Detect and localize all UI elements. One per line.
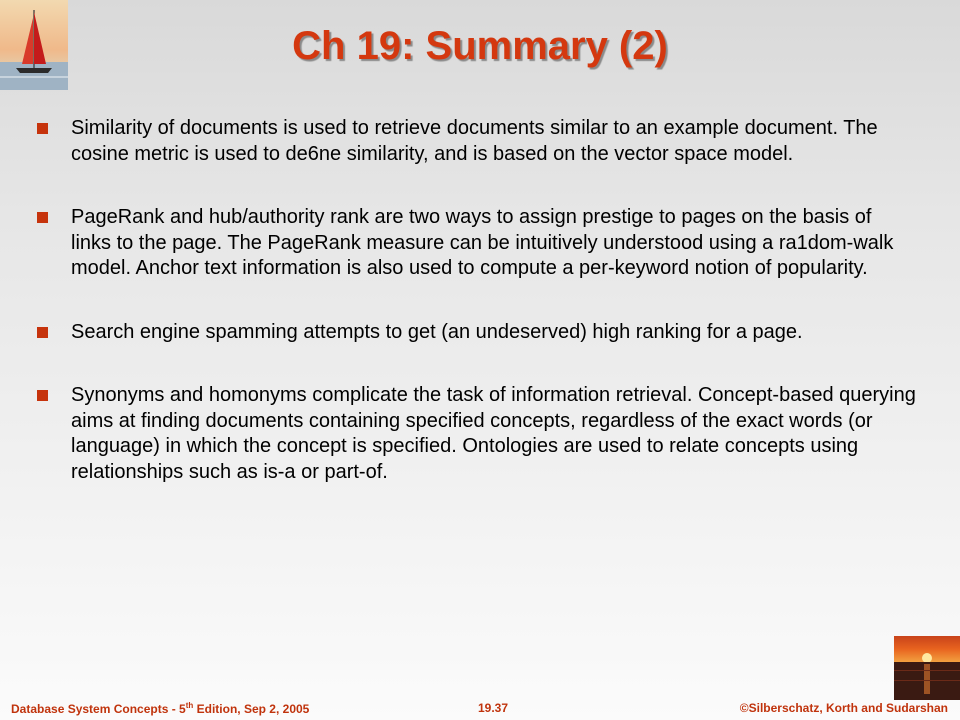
bullet-text: Similarity of documents is used to retrieve documents similar to an example document. The cosine metric is used to de6ne similarity, and is based on the vector space model. [71,117,878,165]
footer-page-number: 19.37 [478,701,509,715]
bullet-text: Search engine spamming attempts to get (an undeserved) high ranking for a page. [71,320,803,343]
bullet-item [37,205,917,282]
square-bullet-icon [37,212,48,223]
square-bullet-icon [37,390,48,401]
footer-copyright: ©Silberschatz, Korth and Sudarshan [739,701,948,715]
bullet-list [37,116,917,523]
square-bullet-icon [37,327,48,338]
slide-title: Ch 19: Summary (2) [292,24,668,68]
footer-book-title: Database System Concepts - 5th Edition, Sep 2, 2005 [11,701,310,716]
bullet-text: PageRank and hub/authority rank are two ways to assign prestige to pages on the basis of links to the page. The PageRank measure can be intuitively understood using a ra1dom-walk model. Anchor text information is also used to compute a per-keyword notion of popularity. [71,206,894,279]
bullet-item [37,383,917,485]
bullet-text: Synonyms and homonyms complicate the task of information retrieval. Concept-based querying aims at finding documents containing specified concepts, regardless of the exact words (or language) in which the concept is specified. Ontologies are used to relate concepts using relationships such as is-a or part-of. [71,384,916,483]
sunset-image [894,636,960,700]
bullet-item [37,320,917,346]
footer [0,701,960,717]
square-bullet-icon [37,123,48,134]
bullet-item [37,116,917,167]
